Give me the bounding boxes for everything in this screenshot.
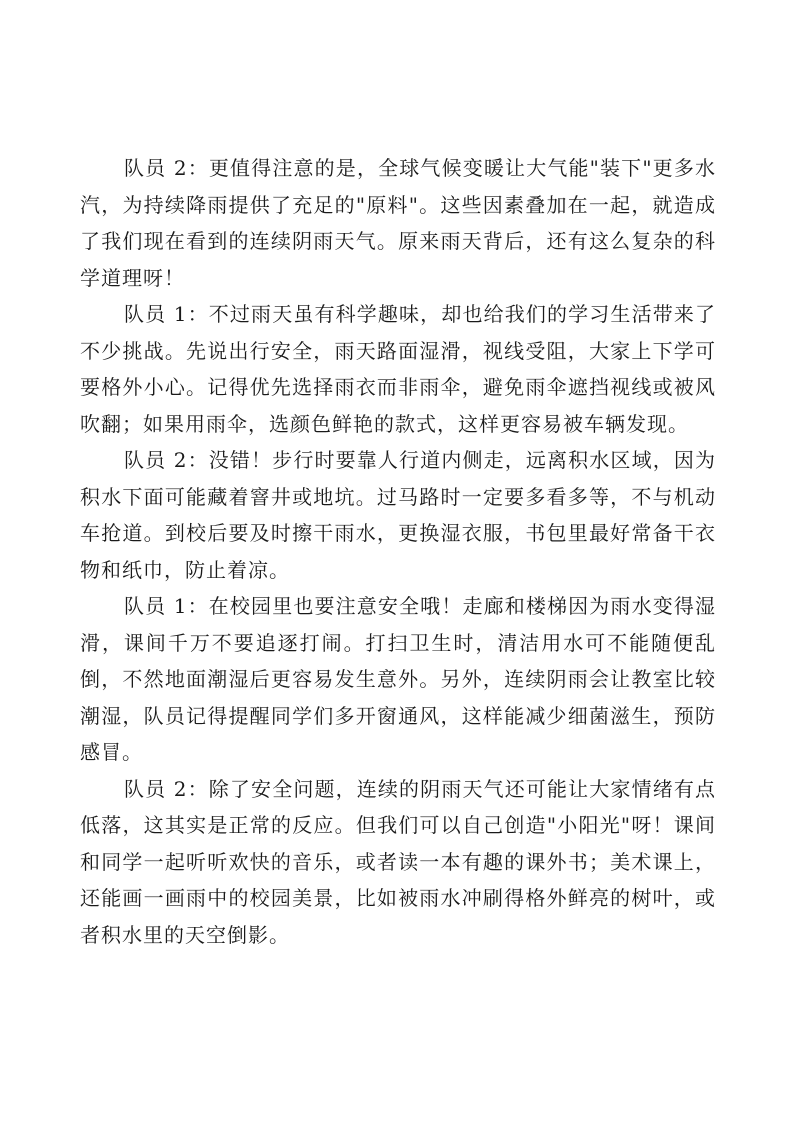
paragraph-2: 队员 1：不过雨天虽有科学趣味，却也给我们的学习生活带来了不少挑战。先说出行安全，雨天路面湿滑，视线受阻，大家上下学可要格外小心。记得优先选择雨衣而非雨伞，避免雨伞遮挡视线或被风吹翻；如果用雨伞，选颜色鲜艳的款式，这样更容易被车辆发现。 bbox=[80, 302, 716, 436]
paragraph-4: 队员 1：在校园里也要注意安全哦！走廊和楼梯因为雨水变得湿滑，课间千万不要追逐打闹。打扫卫生时，清洁用水可不能随便乱倒，不然地面潮湿后更容易发生意外。另外，连续阴雨会让教室比较潮湿，队员记得提醒同学们多开窗通风，这样能减少细菌滋生，预防感冒。 bbox=[80, 594, 716, 764]
document-body bbox=[80, 150, 716, 953]
paragraph-1: 队员 2：更值得注意的是，全球气候变暖让大气能"装下"更多水汽，为持续降雨提供了充足的"原料"。这些因素叠加在一起，就造成了我们现在看到的连续阴雨天气。原来雨天背后，还有这么复杂的科学道理呀！ bbox=[80, 156, 716, 290]
paragraph-3: 队员 2：没错！步行时要靠人行道内侧走，远离积水区域，因为积水下面可能藏着窨井或地坑。过马路时一定要多看多等，不与机动车抢道。到校后要及时擦干雨水，更换湿衣服，书包里最好常备干衣物和纸巾，防止着凉。 bbox=[80, 448, 716, 582]
paragraph-5: 队员 2：除了安全问题，连续的阴雨天气还可能让大家情绪有点低落，这其实是正常的反应。但我们可以自己创造"小阳光"呀！课间和同学一起听听欢快的音乐，或者读一本有趣的课外书；美术课上，还能画一画雨中的校园美景，比如被雨水冲刷得格外鲜亮的树叶，或者积水里的天空倒影。 bbox=[80, 776, 716, 947]
